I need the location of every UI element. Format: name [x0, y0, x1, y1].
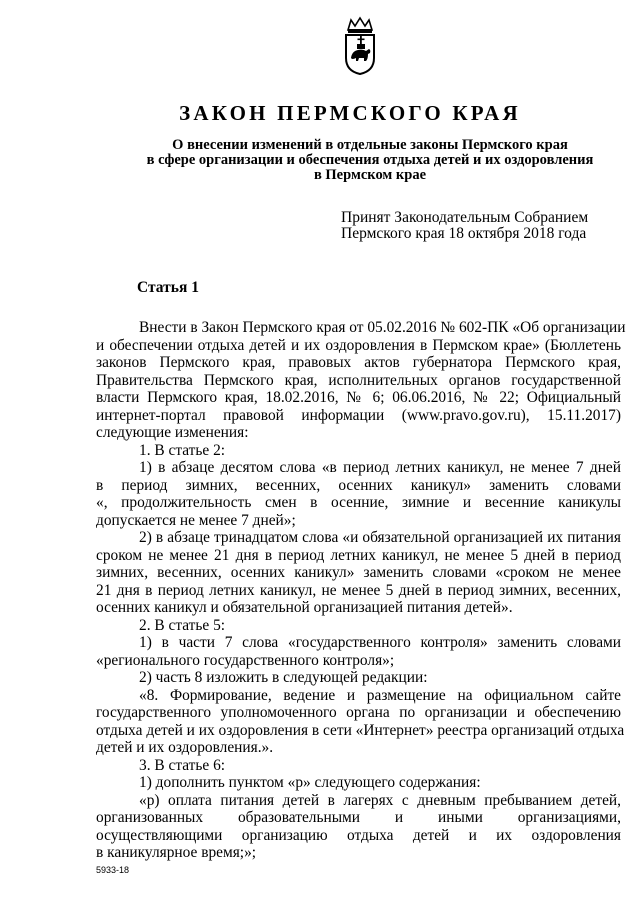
law-subtitle-line: О внесении изменений в отдельные законы Пермского края [172, 137, 568, 153]
text-line: следующие изменения: [96, 424, 249, 441]
text-line: государственного уполномоченного органа по организации и обеспечению [96, 704, 621, 721]
coat-of-arms-icon [340, 16, 380, 76]
text-line: «р) оплата питания детей в лагерях с дневным пребыванием детей, [139, 791, 621, 809]
text-line: «, продолжительность смен в осенние, зимние и весенние каникулы [96, 494, 621, 511]
text-line: организованных образовательными и иными организациями, [96, 809, 621, 826]
text-line: в период зимних, весенних, осенних каникул» заменить словами [96, 476, 621, 494]
text-line: законов Пермского края, правовых актов губернатора Пермского края, [96, 354, 621, 371]
text-line: 1) в части 7 слова «государственного контроля» заменить словами [139, 634, 621, 651]
text-line: «регионального государственного контроля»; [96, 651, 395, 669]
text-line: Внести в Закон Пермского края от 05.02.2016 № 602-ПК «Об организации [139, 319, 626, 336]
document-code: 5933-18 [96, 865, 130, 875]
law-title: ЗАКОН ПЕРМСКОГО КРАЯ [179, 101, 521, 125]
text-line: власти Пермского края, 18.02.2016, № 6; 06.06.2016, № 22; Официальный [96, 389, 621, 406]
text-line: 2) в абзаце тринадцатом слова «и обязательной организацией их питания [139, 529, 621, 546]
text-line: зимних, весенних, осенних каникул» заменить словами «сроком не менее [96, 564, 621, 581]
text-line: осуществляющими организацию отдыха детей и их оздоровления [96, 826, 621, 844]
law-subtitle-line: в сфере организации и обеспечения отдыха детей и их оздоровления [146, 152, 594, 168]
article-body [96, 319, 626, 862]
text-line: осенних каникул и обязательной организацией питания детей». [96, 599, 513, 616]
text-line: 21 дня в период летних каникул, не менее 5 дней в период зимних, весенних, [96, 581, 621, 599]
text-line: 1. В статье 2: [139, 441, 226, 459]
text-line: интернет-портал правовой информации (www.pravo.gov.ru), 15.11.2017) [96, 406, 621, 424]
text-line: Правительства Пермского края, исполнительных органов государственной [96, 371, 621, 389]
text-line: отдыха детей и их оздоровления в сети «Интернет» реестра организаций отдыха [96, 721, 625, 739]
text-line: «8. Формирование, ведение и размещение на официальном сайте [139, 686, 621, 704]
text-line: 3. В статье 6: [139, 756, 226, 774]
adoption-line: Пермского края 18 октября 2018 года [341, 225, 587, 242]
text-line: 1) в абзаце десятом слова «в период летних каникул, не менее 7 дней [139, 459, 621, 476]
law-subtitle-line: в Пермском крае [313, 167, 427, 183]
law-subtitle [110, 138, 630, 183]
article-heading: Статья 1 [137, 279, 199, 296]
text-line: 2) часть 8 изложить в следующей редакции: [139, 669, 428, 686]
text-line: допускается не менее 7 дней»; [96, 511, 296, 529]
text-line: в каникулярное время;»; [96, 844, 257, 861]
text-line: сроком не менее 21 дня в период летних каникул, не менее 5 дней в период [96, 546, 621, 564]
adoption-note [341, 210, 640, 242]
text-line: 1) дополнить пунктом «р» следующего содержания: [139, 774, 481, 791]
adoption-line: Принят Законодательным Собранием [341, 209, 589, 226]
text-line: детей и их оздоровления.». [96, 739, 274, 756]
text-line: и обеспечении отдыха детей и их оздоровления в Пермском крае» (Бюллетень [96, 336, 621, 354]
text-line: 2. В статье 5: [139, 616, 226, 634]
